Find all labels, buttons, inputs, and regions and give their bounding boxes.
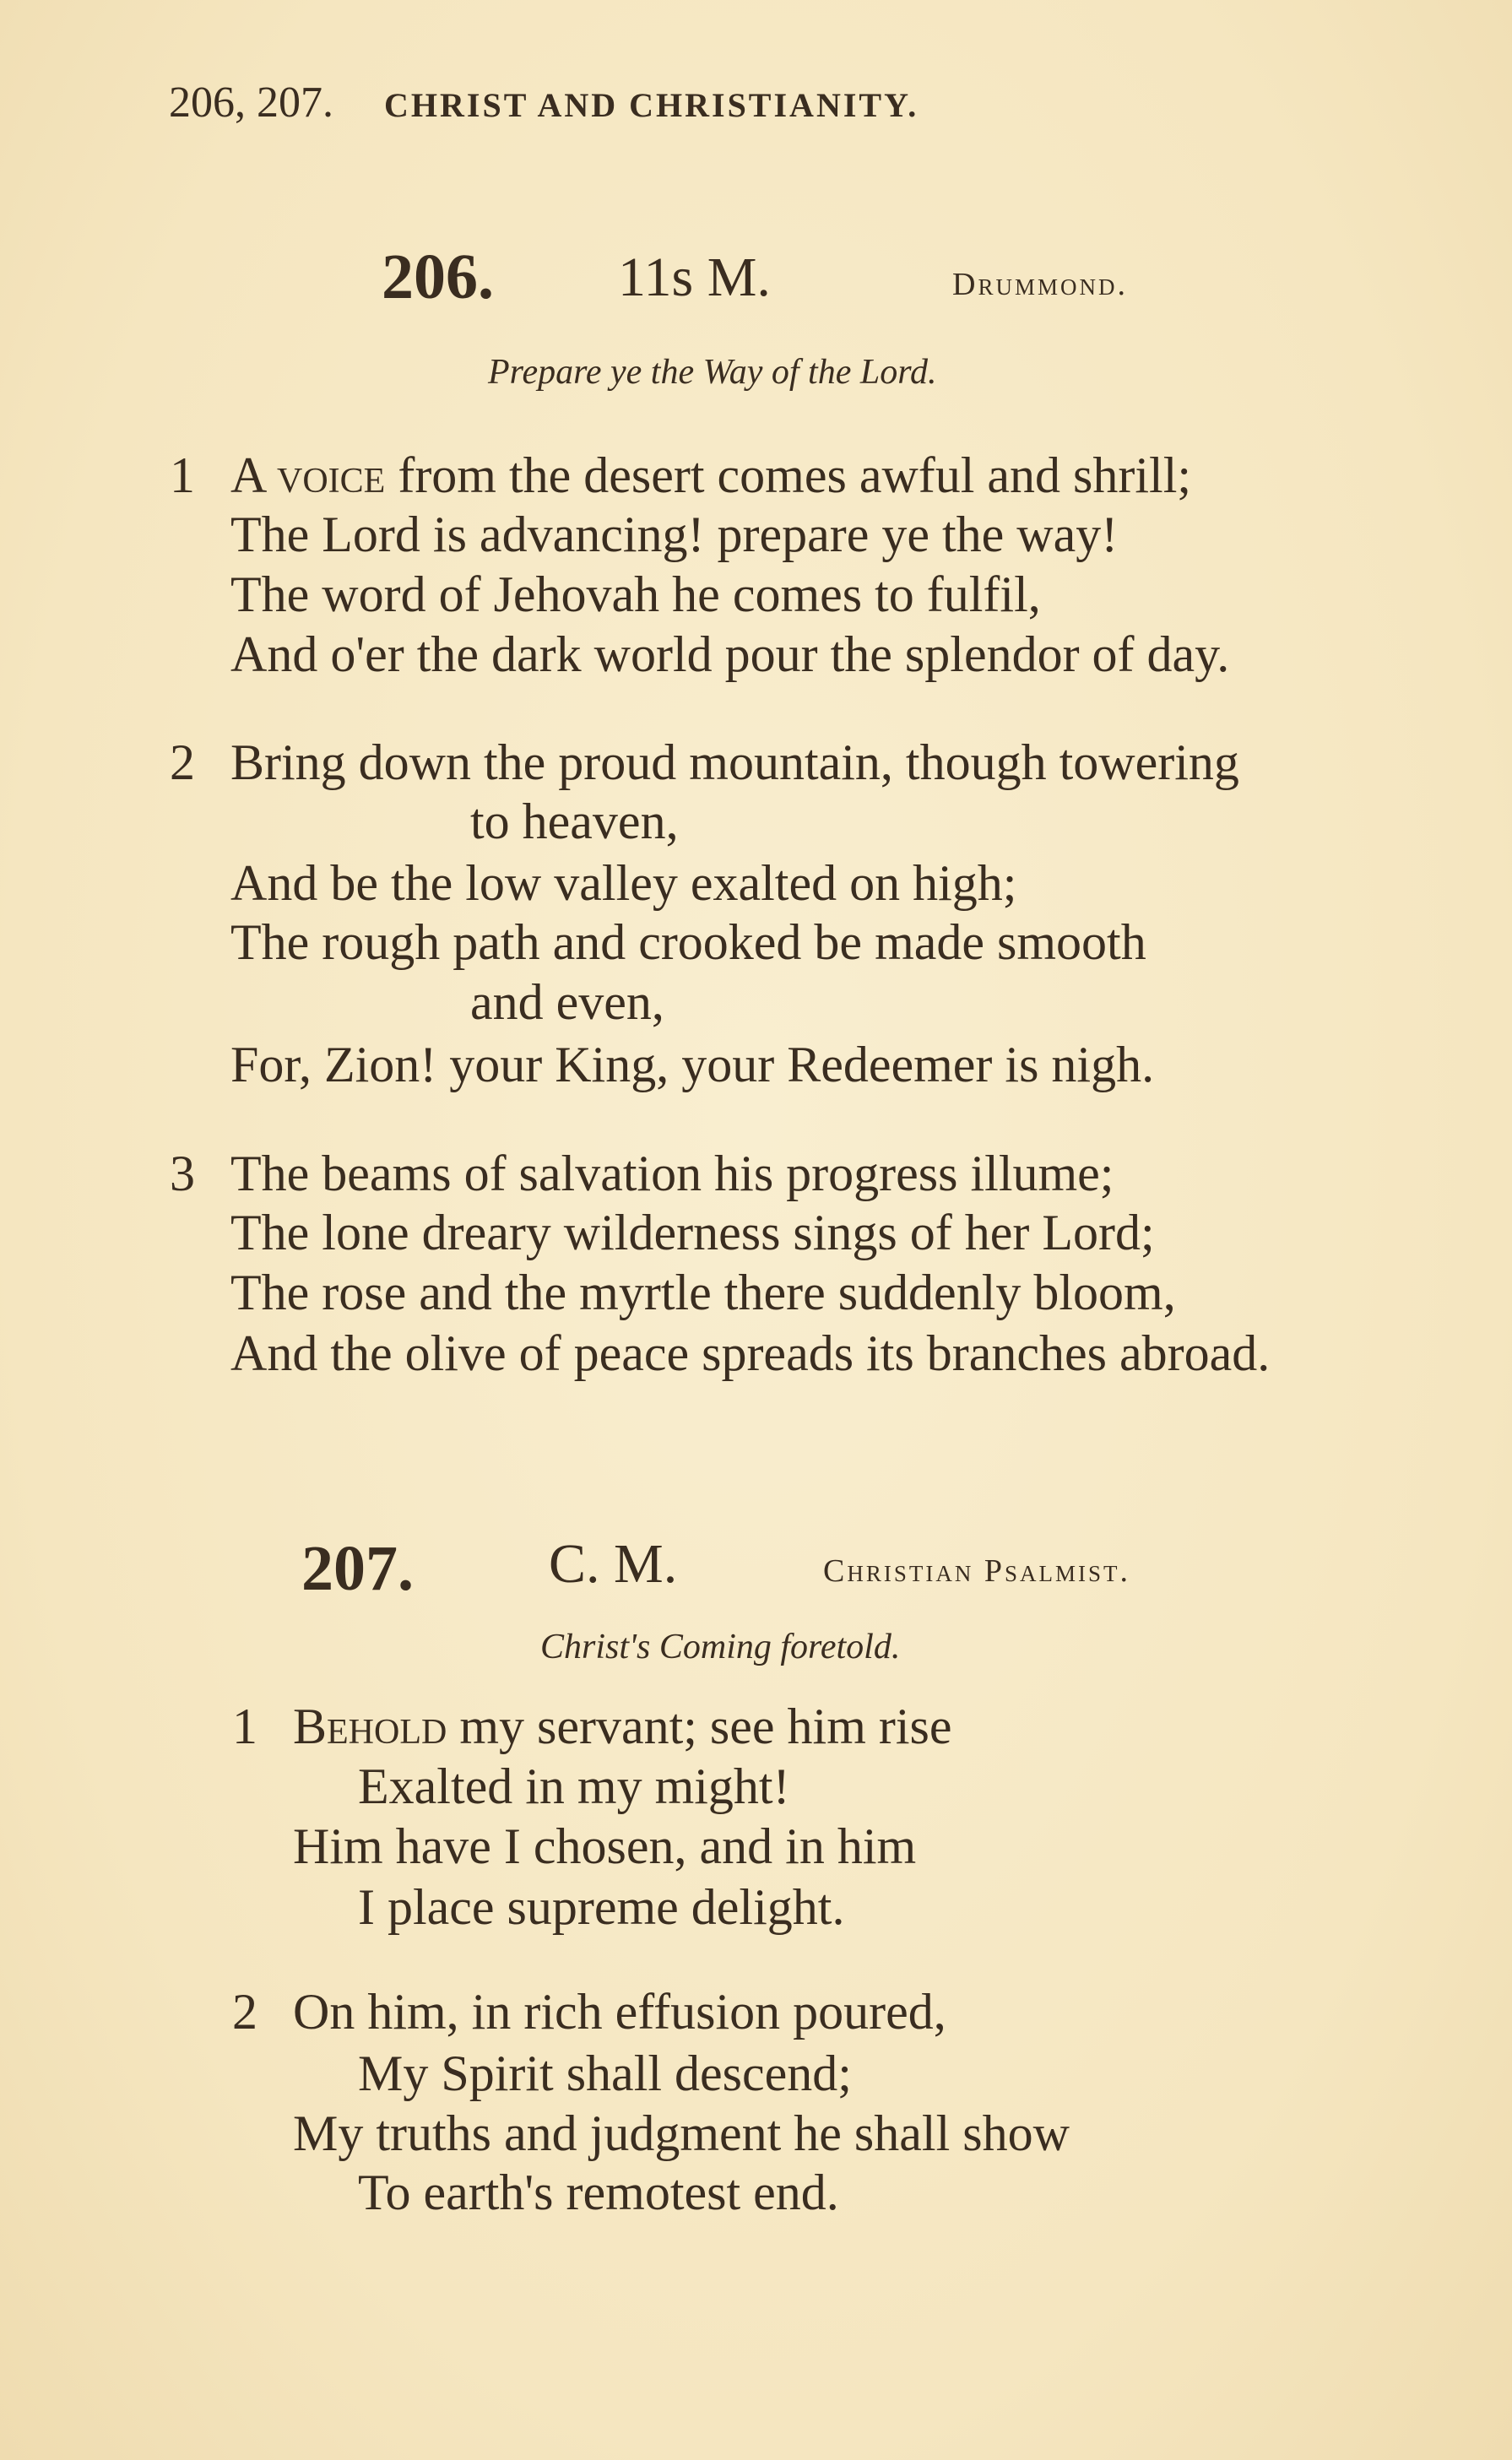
hymn-meter: 11s M. <box>618 247 771 308</box>
stanza-number: 2 <box>232 1984 257 2040</box>
verse-line <box>230 734 1239 790</box>
verse-line <box>230 914 1146 970</box>
verse-text: to heaven, <box>470 794 679 849</box>
verse-lead-word: Behold <box>293 1699 447 1754</box>
verse-line <box>358 2167 839 2218</box>
verse-line <box>230 1207 1155 1258</box>
hymn-author: Drummond. <box>952 267 1128 302</box>
verse-text: Exalted in my might! <box>358 1758 790 1814</box>
verse-text: The beams of salvation his progress illume; <box>230 1146 1114 1201</box>
page-numbers: 206, 207. <box>169 79 333 127</box>
verse-line <box>470 796 679 847</box>
verse-text: And o'er the dark world pour the splendor of day. <box>230 626 1230 682</box>
verse-line <box>358 1758 790 1814</box>
running-head <box>169 81 919 125</box>
hymn-number: 207. <box>301 1533 414 1604</box>
stanza-number: 3 <box>170 1146 195 1201</box>
hymn-subtitle: Christ's Coming foretold. <box>540 1628 901 1666</box>
verse-line <box>230 1039 1154 1090</box>
verse-text: To earth's remotest end. <box>358 2165 839 2220</box>
verse-line <box>230 1267 1176 1318</box>
verse-line <box>230 566 1041 622</box>
verse-text: And the olive of peace spreads its branches abroad. <box>230 1325 1271 1381</box>
verse-line <box>230 855 1017 911</box>
verse-text: On him, in rich effusion poured, <box>293 1984 946 2040</box>
verse-text: I place supreme delight. <box>358 1879 845 1935</box>
verse-text: The word of Jehovah he comes to fulfil, <box>230 566 1041 622</box>
verse-text: The rough path and crooked be made smooth <box>230 914 1146 970</box>
verse-text: from the desert comes awful and shrill; <box>385 447 1192 503</box>
hymn-subtitle: Prepare ye the Way of the Lord. <box>488 353 937 392</box>
verse-text: The lone dreary wilderness sings of her Lord; <box>230 1205 1155 1260</box>
verse-line <box>293 1984 946 2040</box>
verse-text: Him have I chosen, and in him <box>293 1818 917 1874</box>
verse-text: For, Zion! your King, your Redeemer is nigh. <box>230 1037 1155 1092</box>
verse-text: The rose and the myrtle there suddenly bloom, <box>230 1265 1176 1320</box>
verse-line <box>230 1325 1271 1381</box>
hymn-number: 206. <box>382 241 494 312</box>
verse-line <box>230 1148 1114 1199</box>
verse-text: My truths and judgment he shall show <box>293 2105 1070 2161</box>
verse-line <box>358 2045 852 2101</box>
verse-text: My Spirit shall descend; <box>358 2045 852 2101</box>
verse-text: my servant; see him rise <box>447 1699 952 1754</box>
stanza-number: 1 <box>170 447 195 503</box>
stanza-number: 1 <box>232 1699 257 1754</box>
verse-line <box>230 447 1192 503</box>
verse-line <box>470 974 664 1030</box>
stanza-number: 2 <box>170 734 195 790</box>
verse-line <box>293 2105 1070 2161</box>
verse-text: and even, <box>470 974 664 1030</box>
verse-text: The Lord is advancing! prepare ye the way! <box>230 507 1119 562</box>
chapter-title: CHRIST AND CHRISTIANITY. <box>384 86 919 124</box>
verse-line <box>293 1701 952 1752</box>
verse-line <box>293 1818 917 1874</box>
verse-line <box>230 509 1118 560</box>
verse-line <box>230 626 1230 682</box>
verse-line <box>358 1879 845 1935</box>
verse-lead-word: A voice <box>230 447 386 503</box>
verse-text: And be the low valley exalted on high; <box>230 855 1017 911</box>
hymn-meter: C. M. <box>549 1533 678 1595</box>
verse-text: Bring down the proud mountain, though towering <box>230 734 1239 790</box>
hymn-author: Christian Psalmist. <box>823 1553 1130 1589</box>
